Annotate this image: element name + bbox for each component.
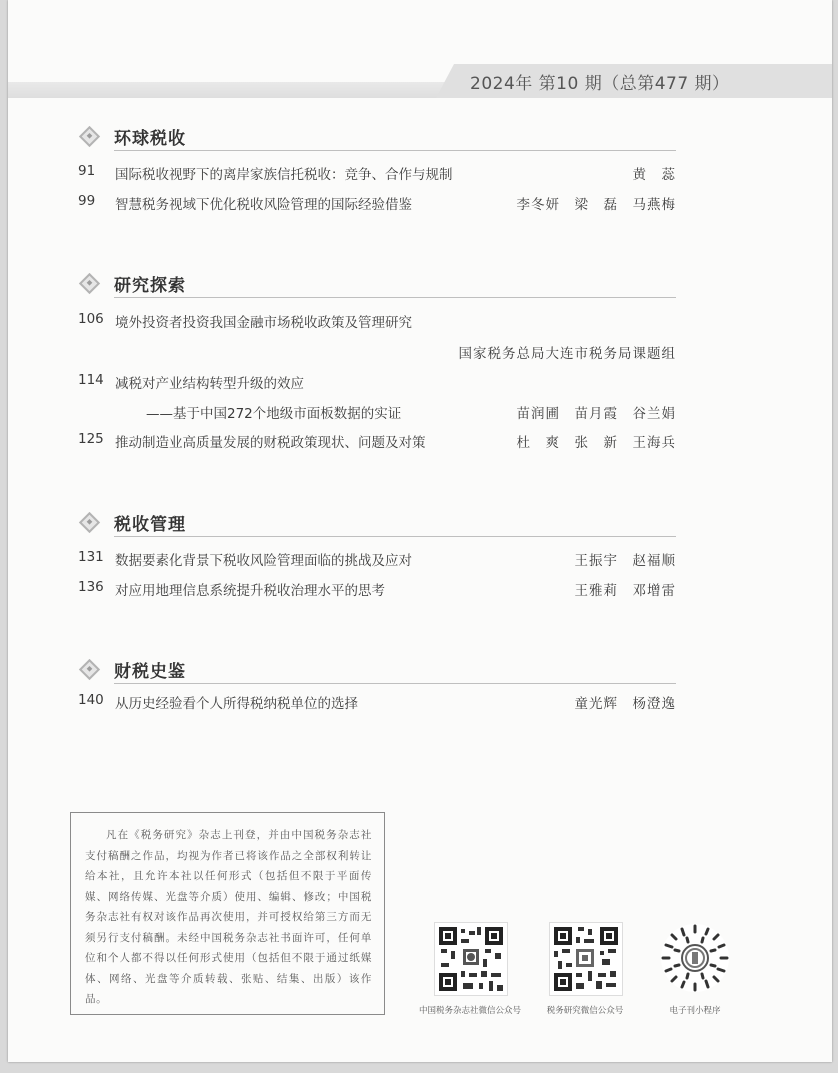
toc-row[interactable]: [78, 372, 676, 392]
section-header-global-tax: [74, 123, 674, 147]
section-header-tax-history: [74, 656, 674, 680]
magazine-page: [8, 0, 832, 1062]
toc-row[interactable]: [78, 311, 676, 331]
copyright-notice: 凡在《税务研究》杂志上刊登，并由中国税务杂志社支付稿酬之作品，均视为作者已将该作品之全部权利转让给本社，且允许本社以任何形式（包括但不限于平面传媒、网络传媒、光盘等介质）使用、编辑、修改；中国税务杂志社有权对该作品再次使用，并可授权给第三方而无须另行支付稿酬。未经中国税务杂志社书面许可，任何单位和个人都不得以任何形式使用（包括但不限于通过纸媒体、网络、光盘等介质转载、张贴、结集、出版）该作品。: [70, 812, 385, 1015]
qr-code-icon[interactable]: [434, 922, 508, 996]
page-number: 140: [78, 692, 104, 708]
article-title: 数据要素化背景下税收风险管理面临的挑战及应对: [115, 553, 412, 569]
article-authors: 国家税务总局大连市税务局课题组: [458, 346, 676, 362]
page-number: 136: [78, 579, 104, 595]
diamond-icon: [79, 659, 100, 680]
section-rule: [114, 150, 676, 151]
section-rule: [114, 536, 676, 537]
article-authors: 苗润圃 苗月霞 谷兰娟: [516, 406, 676, 422]
article-subtitle: ——基于中国272个地级市面板数据的实证: [146, 406, 402, 422]
section-rule: [114, 297, 676, 298]
toc-row[interactable]: [78, 193, 676, 213]
article-title: 推动制造业高质量发展的财税政策现状、问题及对策: [115, 435, 426, 451]
toc-row[interactable]: [78, 431, 676, 451]
toc-row[interactable]: [78, 163, 676, 183]
article-authors: 童光辉 杨澄逸: [574, 696, 676, 712]
page-number: 106: [78, 311, 104, 327]
mini-program-code-icon[interactable]: [659, 922, 731, 994]
toc-row[interactable]: [78, 692, 676, 712]
page-number: 91: [78, 163, 96, 179]
page-number: 125: [78, 431, 104, 447]
toc-row[interactable]: [78, 549, 676, 569]
section-header-research: [74, 270, 674, 294]
diamond-icon: [79, 512, 100, 533]
toc-row-subtitle: [78, 402, 676, 422]
qr-caption: 税务研究微信公众号: [546, 1006, 624, 1016]
article-title: 境外投资者投资我国金融市场税收政策及管理研究: [115, 315, 412, 331]
article-authors: 王雅莉 邓增雷: [574, 583, 676, 599]
toc-row-authors: [78, 342, 676, 362]
qr-caption: 中国税务杂志社微信公众号: [418, 1006, 521, 1016]
section-title: 环球税收: [114, 129, 186, 149]
article-title: 从历史经验看个人所得税纳税单位的选择: [115, 696, 358, 712]
diamond-icon: [79, 126, 100, 147]
section-rule: [114, 683, 676, 684]
article-authors: 王振宇 赵福顺: [574, 553, 676, 569]
qr-caption: 电子刊小程序: [669, 1006, 721, 1016]
section-header-tax-admin: [74, 509, 674, 533]
article-title: 智慧税务视域下优化税收风险管理的国际经验借鉴: [115, 197, 412, 213]
section-title: 研究探索: [114, 276, 186, 296]
section-title: 税收管理: [114, 515, 186, 535]
qr-code-icon[interactable]: [549, 922, 623, 996]
article-title: 减税对产业结构转型升级的效应: [115, 376, 304, 392]
article-title: 对应用地理信息系统提升税收治理水平的思考: [115, 583, 385, 599]
article-authors: 黄 蕊: [632, 167, 676, 183]
page-number: 99: [78, 193, 96, 209]
page-number: 114: [78, 372, 104, 388]
toc-row[interactable]: [78, 579, 676, 599]
issue-label: 2024年 第10 期（总第477 期）: [470, 74, 730, 94]
article-authors: 李冬妍 梁 磊 马燕梅: [516, 197, 676, 213]
diamond-icon: [79, 273, 100, 294]
section-title: 财税史鉴: [114, 662, 186, 682]
article-authors: 杜 爽 张 新 王海兵: [516, 435, 676, 451]
article-title: 国际税收视野下的离岸家族信托税收：竞争、合作与规制: [115, 167, 453, 183]
page-number: 131: [78, 549, 104, 565]
